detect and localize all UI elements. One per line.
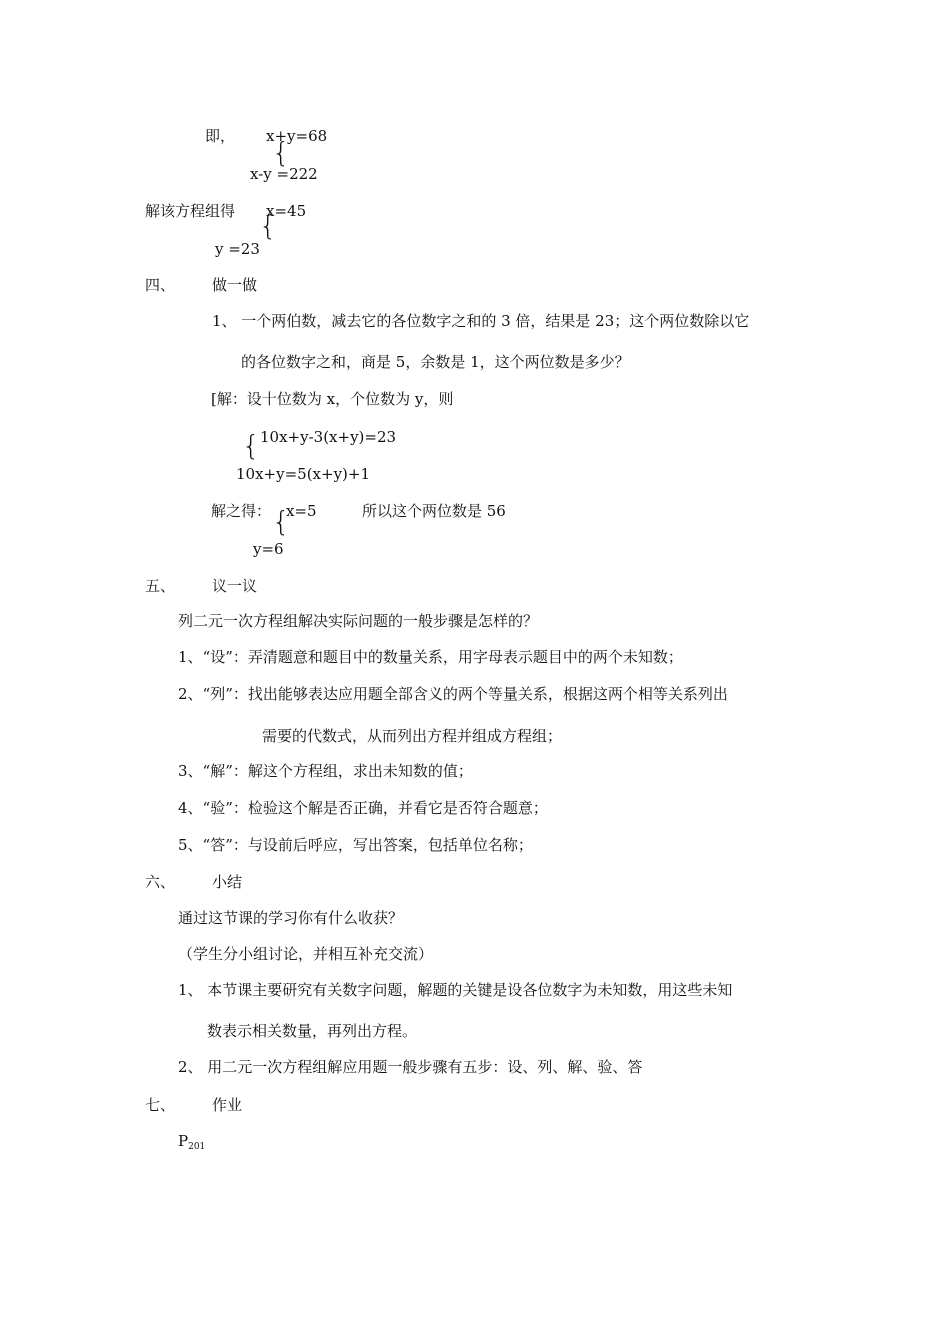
summary-item-1-line-1: 1、 本节课主要研究有关数字问题，解题的关键是设各位数字为未知数，用这些未知 — [178, 981, 733, 999]
solution-intro: [解：设十位数为 x，个位数为 y，则 — [211, 390, 454, 408]
step-2-line-2: 需要的代数式，从而列出方程并组成方程组； — [262, 727, 563, 745]
section-7-number: 七、 — [145, 1096, 176, 1114]
step-3: 3、“解”：解这个方程组，求出未知数的值； — [178, 762, 473, 780]
brace-icon: { — [272, 505, 290, 538]
step-4: 4、“验”：检验这个解是否正确，并看它是否符合题意； — [178, 799, 548, 817]
section-6-question: 通过这节课的学习你有什么收获？ — [178, 909, 404, 927]
solution-2: y =23 — [215, 240, 260, 258]
section-4-number: 四、 — [145, 276, 176, 294]
homework-page-letter: P — [178, 1132, 189, 1150]
result-x: x=5 — [286, 502, 317, 520]
system-equation-1: 10x+y-3(x+y)=23 — [260, 428, 397, 446]
section-7-title: 作业 — [212, 1096, 243, 1114]
intro-label: 即， — [205, 127, 236, 145]
brace-icon: { — [242, 429, 260, 462]
result-y: y=6 — [253, 540, 284, 558]
equation-2: x-y =222 — [250, 165, 318, 183]
homework-page — [178, 1132, 205, 1156]
summary-item-1-line-2: 数表示相关数量，再列出方程。 — [207, 1022, 418, 1040]
step-5: 5、“答”：与设前后呼应，写出答案，包括单位名称； — [178, 836, 533, 854]
solution-1: x=45 — [266, 202, 307, 220]
section-5-number: 五、 — [145, 577, 176, 595]
section-4-title: 做一做 — [212, 276, 258, 294]
section-6-note: （学生分小组讨论，并相互补充交流） — [178, 945, 434, 963]
equation-1: x+y=68 — [266, 127, 328, 145]
section-5-title: 议一议 — [212, 577, 258, 595]
brace-icon: { — [272, 136, 290, 169]
section-5-question: 列二元一次方程组解决实际问题的一般步骤是怎样的？ — [178, 612, 539, 630]
question-line-1: 1、 一个两伯数，减去它的各位数字之和的 3 倍，结果是 23；这个两位数除以它 — [212, 312, 750, 330]
conclusion: 所以这个两位数是 56 — [362, 502, 506, 520]
brace-icon: { — [259, 209, 277, 242]
homework-page-number: 201 — [188, 1142, 206, 1152]
step-2-line-1: 2、“列”：找出能够表达应用题全部含义的两个等量关系，根据这两个相等关系列出 — [178, 685, 728, 703]
question-line-2: 的各位数字之和，商是 5，余数是 1，这个两位数是多少？ — [241, 353, 630, 371]
section-6-number: 六、 — [145, 873, 176, 891]
summary-item-2: 2、 用二元一次方程组解应用题一般步骤有五步：设、列、解、验、答 — [178, 1058, 643, 1076]
solve-label: 解该方程组得 — [145, 202, 236, 220]
system-equation-2: 10x+y=5(x+y)+1 — [236, 465, 371, 483]
result-label: 解之得： — [211, 502, 272, 520]
section-6-title: 小结 — [212, 873, 243, 891]
step-1: 1、“设”：弄清题意和题目中的数量关系，用字母表示题目中的两个未知数； — [178, 648, 683, 666]
